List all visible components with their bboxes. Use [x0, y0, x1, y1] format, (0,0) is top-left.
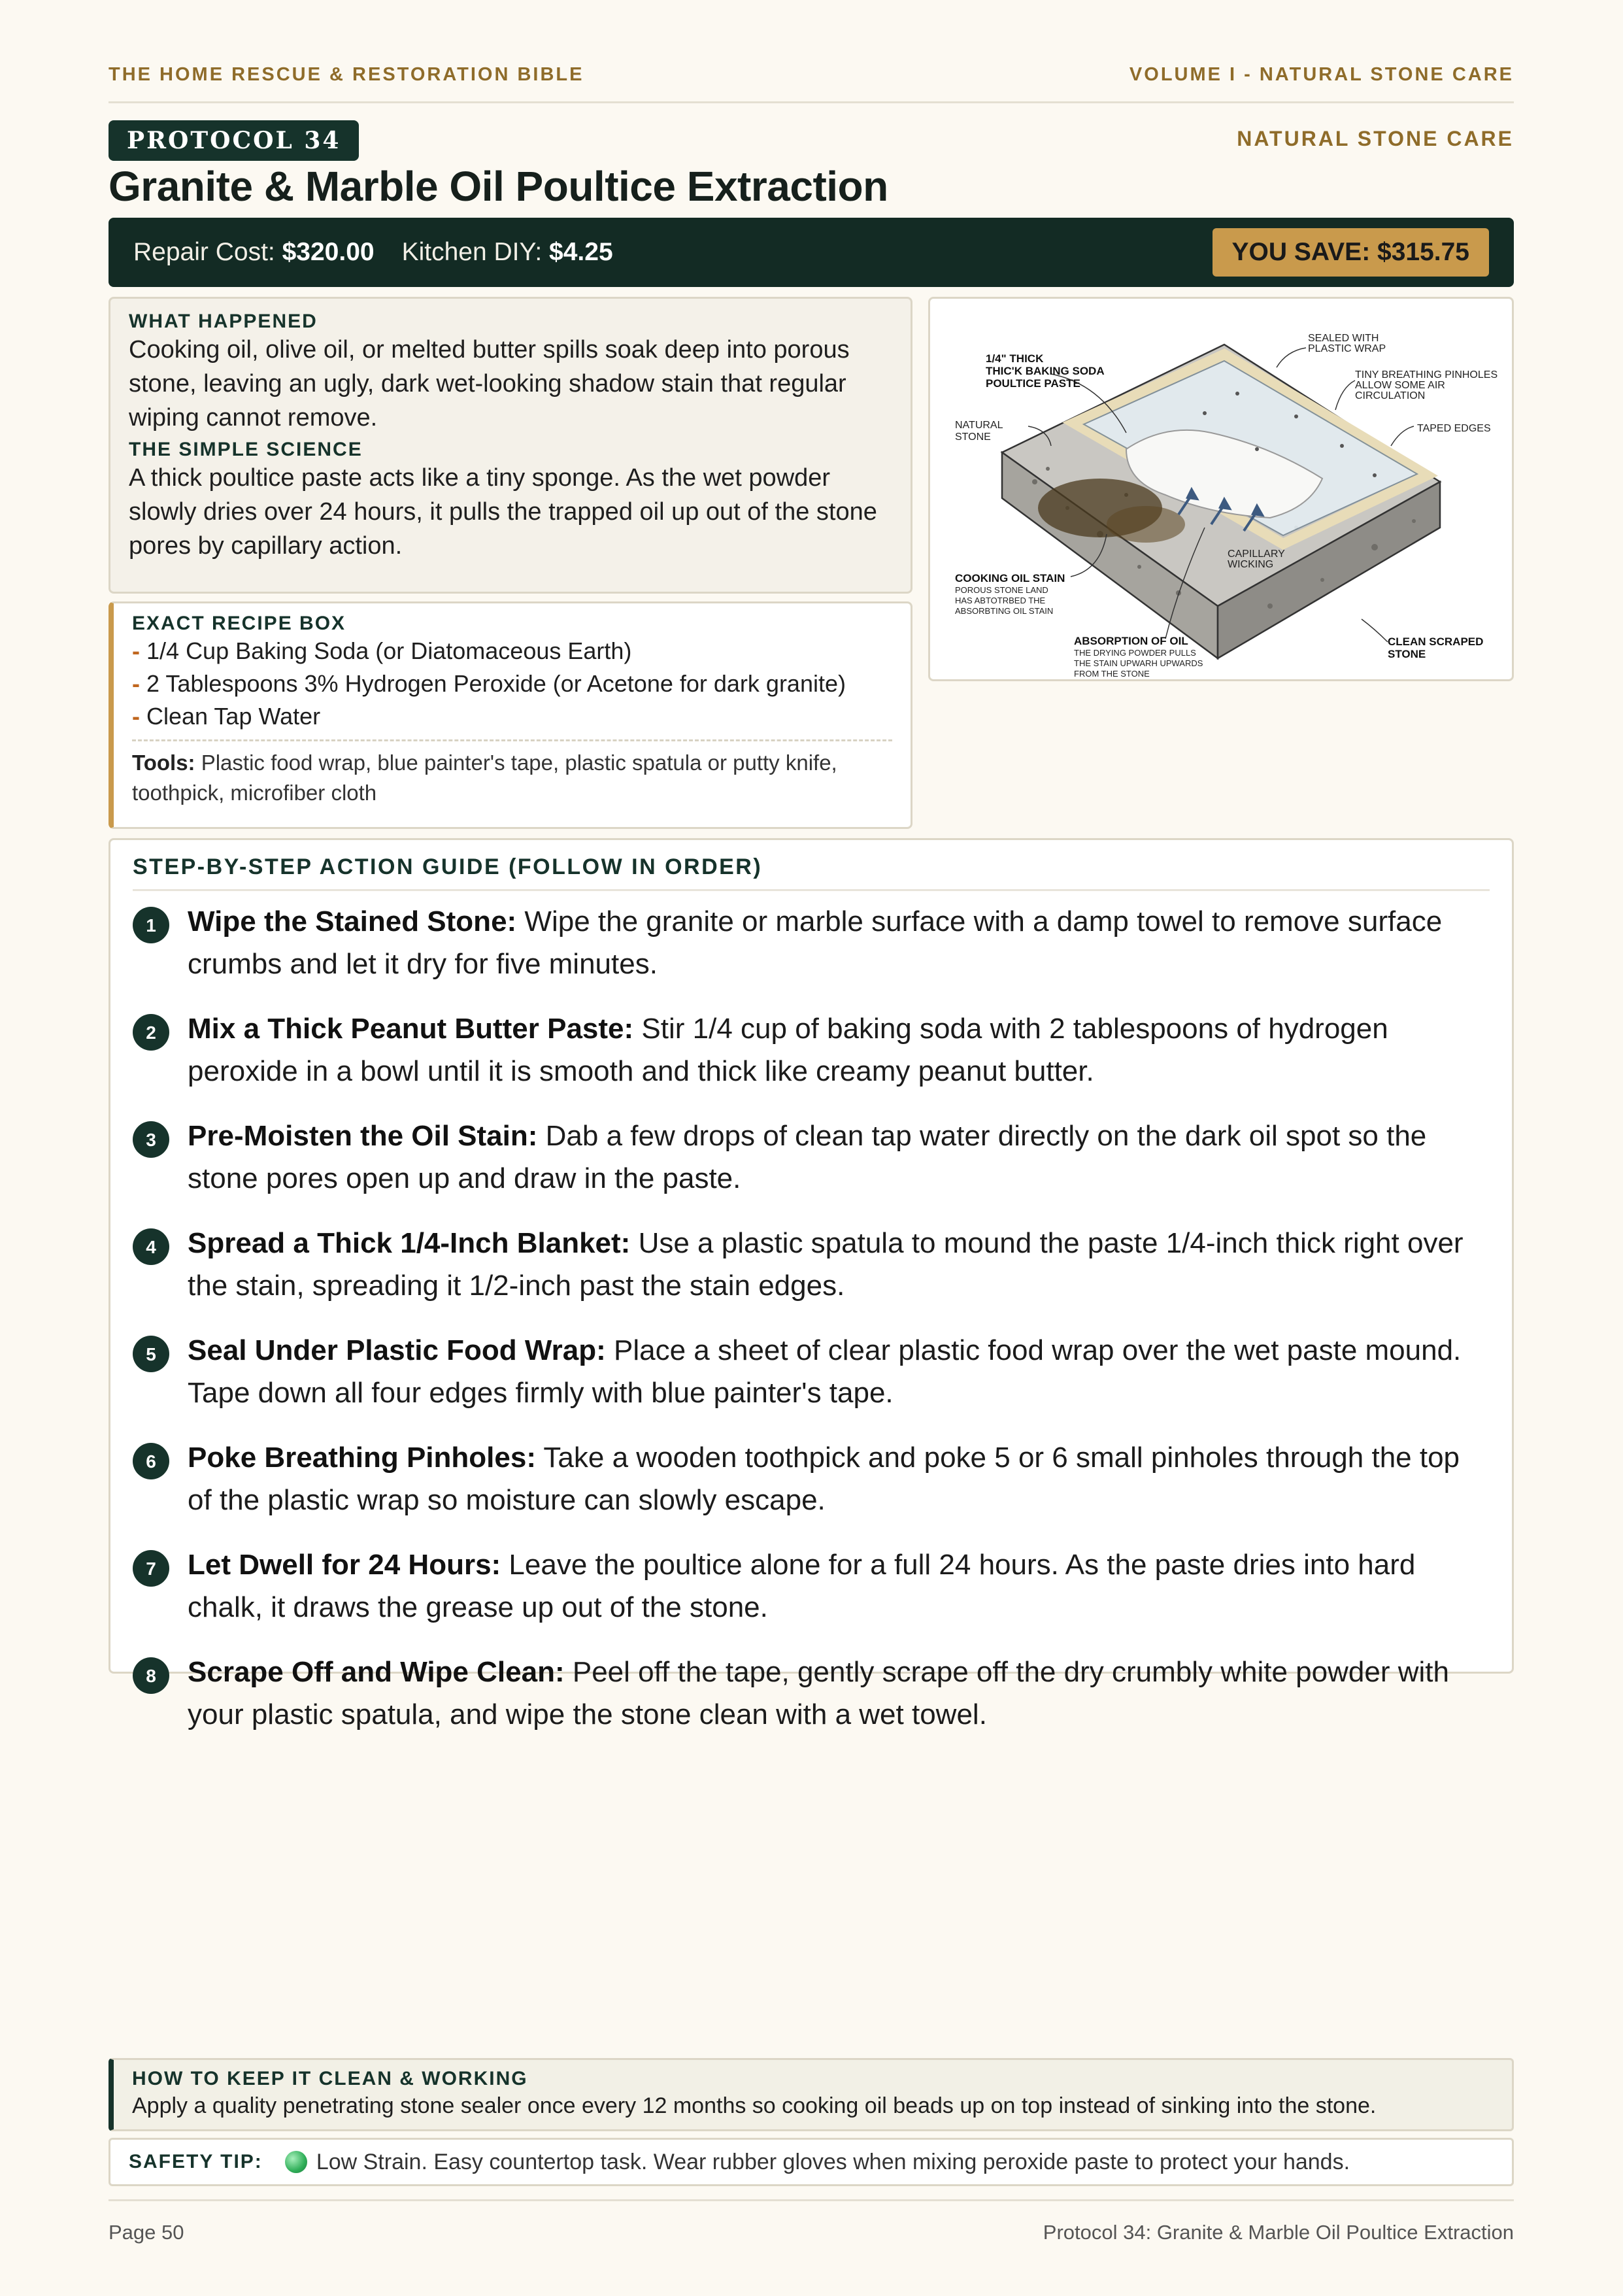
step-item	[133, 1115, 1490, 1200]
recipe-item: - 1/4 Cup Baking Soda (or Diatomaceous Earth)	[132, 637, 632, 664]
green-status-dot-icon	[285, 2151, 307, 2173]
step-item	[133, 1329, 1490, 1414]
repair-cost-value: $320.00	[282, 238, 375, 266]
book-title: THE HOME RESCUE & RESTORATION BIBLE	[109, 64, 584, 85]
step-text: Use a plastic spatula to mound the paste 1/4-inch thick right over the stain, spreading it 1/2-inch past the stain edges.	[188, 1227, 1464, 1302]
step-item	[133, 1222, 1490, 1307]
running-header	[109, 64, 1514, 103]
page-number: Page 50	[109, 2221, 184, 2244]
safety-box	[109, 2138, 1514, 2186]
maintenance-text: Apply a quality penetrating stone sealer once every 12 months so cooking oil beads up on top instead of sinking into the stone.	[132, 2093, 1377, 2118]
svg-text:POULTICE PASTE: POULTICE PASTE	[986, 377, 1080, 390]
step-text: Dab a few drops of clean tap water directly on the dark oil spot so the stone pores open up and draw in the paste.	[188, 1120, 1427, 1194]
tools-text: Plastic food wrap, blue painter's tape, plastic spatula or putty knife, toothpick, microfiber cloth	[132, 751, 837, 805]
svg-text:ABSORBTING OIL STAIN: ABSORBTING OIL STAIN	[955, 606, 1054, 616]
svg-text:TINY BREATHING PINHOLES: TINY BREATHING PINHOLES	[1355, 369, 1498, 380]
step-item	[133, 1651, 1490, 1736]
svg-text:CIRCULATION: CIRCULATION	[1355, 390, 1426, 401]
page-footer	[109, 2199, 1514, 2244]
step-text: Peel off the tape, gently scrape off the dry crumbly white powder with your plastic spatula, and wipe the stone clean with a wet towel.	[188, 1656, 1449, 1730]
svg-text:ABSORPTION OF OIL: ABSORPTION OF OIL	[1074, 635, 1188, 647]
maintenance-label: HOW TO KEEP IT CLEAN & WORKING	[132, 2068, 528, 2089]
poultice-diagram	[928, 297, 1514, 681]
step-number: 3	[133, 1121, 169, 1158]
step-title: Spread a Thick 1/4-Inch Blanket:	[188, 1227, 631, 1259]
svg-text:TAPED EDGES: TAPED EDGES	[1417, 423, 1491, 434]
volume-title: VOLUME I - NATURAL STONE CARE	[1129, 64, 1514, 85]
svg-text:HAS ABTOTRBED THE: HAS ABTOTRBED THE	[955, 596, 1046, 605]
svg-text:CLEAN SCRAPED: CLEAN SCRAPED	[1388, 635, 1484, 648]
svg-text:PLASTIC WRAP: PLASTIC WRAP	[1308, 343, 1386, 354]
svg-text:FROM THE STONE: FROM THE STONE	[1074, 669, 1150, 679]
science-text: A thick poultice paste acts like a tiny sponge. As the wet powder slowly dries over 24 hours, it pulls the trapped oil up out of the stone pores by capillary action.	[129, 464, 877, 560]
step-item	[133, 1007, 1490, 1092]
svg-text:SEALED WITH: SEALED WITH	[1308, 333, 1379, 344]
step-title: Wipe the Stained Stone:	[188, 905, 517, 937]
step-text: Leave the poultice alone for a full 24 hours. As the paste dries into hard chalk, it draws the grease up out of the stone.	[188, 1549, 1416, 1623]
recipe-box	[109, 601, 912, 829]
step-title: Pre-Moisten the Oil Stain:	[188, 1120, 538, 1152]
tools-list	[132, 739, 892, 808]
step-number: 7	[133, 1550, 169, 1587]
step-item	[133, 1544, 1490, 1629]
step-text: Stir 1/4 cup of baking soda with 2 tablespoons of hydrogen peroxide in a bowl until it is smooth and thick like creamy peanut butter.	[188, 1013, 1388, 1087]
tools-label: Tools:	[132, 751, 195, 775]
svg-text:ALLOW SOME AIR: ALLOW SOME AIR	[1355, 380, 1445, 391]
page-title: Granite & Marble Oil Poultice Extraction	[109, 163, 888, 210]
svg-text:STONE: STONE	[1388, 648, 1426, 660]
recipe-item: - 2 Tablespoons 3% Hydrogen Peroxide (or Acetone for dark granite)	[132, 670, 846, 697]
step-number: 5	[133, 1336, 169, 1372]
step-title: Let Dwell for 24 Hours:	[188, 1549, 501, 1581]
svg-text:THE DRYING POWDER PULLS: THE DRYING POWDER PULLS	[1074, 648, 1196, 658]
step-number: 4	[133, 1228, 169, 1265]
poultice-illustration	[930, 299, 1512, 679]
safety-label: SAFETY TIP:	[129, 2151, 263, 2172]
svg-text:NATURAL: NATURAL	[955, 420, 1003, 431]
svg-text:WICKING: WICKING	[1228, 559, 1274, 570]
science-label: THE SIMPLE SCIENCE	[129, 439, 363, 460]
svg-text:THIC'K BAKING SODA: THIC'K BAKING SODA	[986, 365, 1105, 377]
document-page	[109, 0, 1514, 2296]
step-number: 8	[133, 1657, 169, 1694]
svg-text:CAPILLARY: CAPILLARY	[1228, 549, 1285, 560]
savings-badge: YOU SAVE: $315.75	[1213, 228, 1489, 277]
step-number: 2	[133, 1014, 169, 1051]
steps-heading: STEP-BY-STEP ACTION GUIDE (FOLLOW IN ORDER)	[133, 854, 1490, 891]
step-item	[133, 1436, 1490, 1521]
info-box	[109, 297, 912, 594]
steps-box	[109, 838, 1514, 1730]
cost-bar	[109, 218, 1514, 287]
step-title: Scrape Off and Wipe Clean:	[188, 1656, 565, 1688]
step-item	[133, 900, 1490, 985]
svg-text:POROUS STONE LAND: POROUS STONE LAND	[955, 585, 1048, 595]
repair-cost-label: Repair Cost:	[133, 238, 275, 266]
step-number: 6	[133, 1443, 169, 1479]
step-number: 1	[133, 907, 169, 943]
step-text: Wipe the granite or marble surface with a damp towel to remove surface crumbs and let it dry for five minutes.	[188, 905, 1443, 980]
svg-text:1/4" THICK: 1/4" THICK	[986, 352, 1044, 365]
protocol-badge: PROTOCOL 34	[109, 120, 359, 161]
what-happened-label: WHAT HAPPENED	[129, 311, 318, 332]
svg-text:COOKING OIL STAIN: COOKING OIL STAIN	[955, 572, 1065, 584]
footer-reference: Protocol 34: Granite & Marble Oil Poultice Extraction	[1043, 2221, 1514, 2244]
step-text: Place a sheet of clear plastic food wrap over the wet paste mound. Tape down all four edges firmly with blue painter's tape.	[188, 1334, 1462, 1409]
diy-cost-value: $4.25	[549, 238, 613, 266]
step-text: Take a wooden toothpick and poke 5 or 6 small pinholes through the top of the plastic wrap so moisture can slowly escape.	[188, 1442, 1460, 1516]
svg-text:STONE: STONE	[955, 431, 991, 443]
category-label: NATURAL STONE CARE	[1237, 127, 1514, 150]
safety-text: Low Strain. Easy countertop task. Wear rubber gloves when mixing peroxide paste to protect your hands.	[316, 2149, 1350, 2174]
diy-cost-label: Kitchen DIY:	[401, 238, 543, 266]
svg-text:THE STAIN UPWARH UPWARDS: THE STAIN UPWARH UPWARDS	[1074, 658, 1203, 668]
step-title: Poke Breathing Pinholes:	[188, 1442, 536, 1474]
what-happened-text: Cooking oil, olive oil, or melted butter spills soak deep into porous stone, leaving an ugly, dark wet-looking shadow stain that regular wiping cannot remove.	[129, 336, 850, 431]
recipe-label: EXACT RECIPE BOX	[132, 613, 346, 634]
recipe-item: - Clean Tap Water	[132, 703, 321, 730]
step-title: Seal Under Plastic Food Wrap:	[188, 1334, 606, 1366]
maintenance-box	[109, 2058, 1514, 2131]
step-title: Mix a Thick Peanut Butter Paste:	[188, 1013, 634, 1045]
